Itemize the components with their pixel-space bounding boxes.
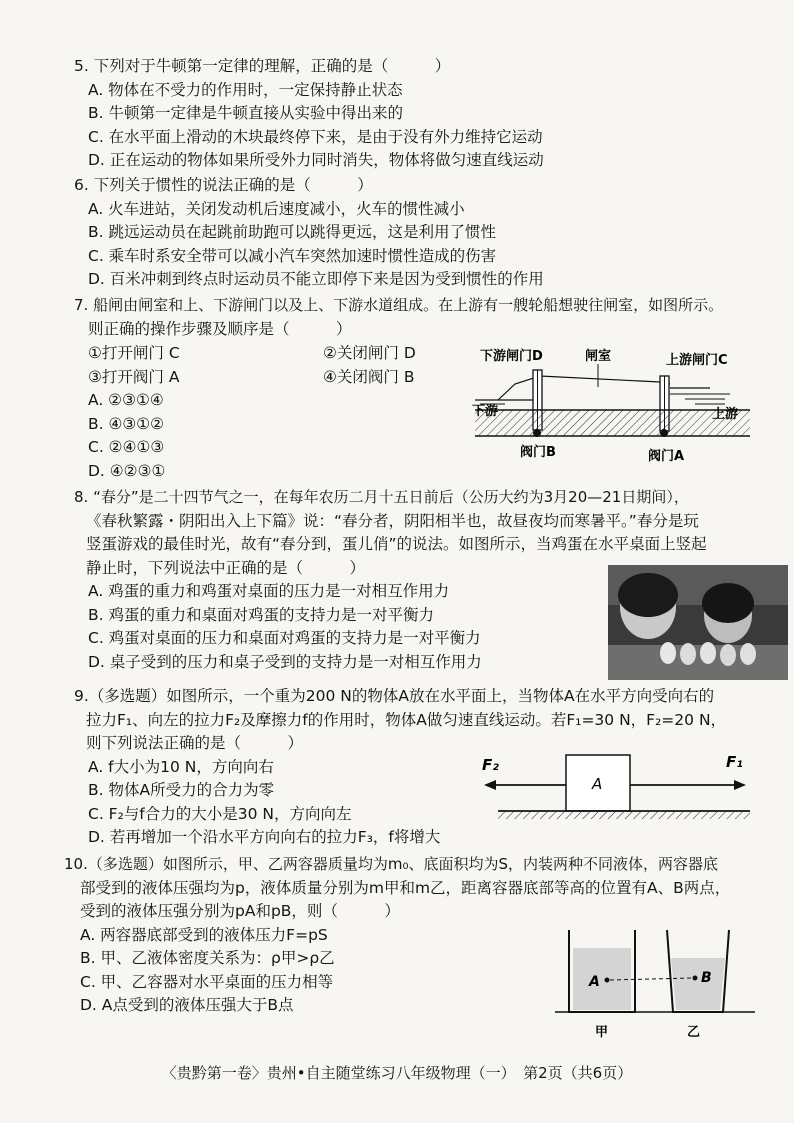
question-7-stem: 7. 船闸由闸室和上、下游闸门以及上、下游水道组成。在上游有一艘轮船想驶往闸室，如图所示。	[74, 296, 724, 314]
question-8-option-d: D. 桌子受到的压力和桌子受到的支持力是一对相互作用力	[88, 652, 482, 671]
question-6-option-b: B. 跳远运动员在起跳前助跑可以跳得更远，这是利用了惯性	[88, 223, 496, 241]
question-9-stem-1: 9.（多选题）如图所示，一个重为200 N的物体A放在水平面上，当物体A在水平方向受向右的	[74, 687, 715, 705]
label-valve-b: 阀门B	[520, 445, 556, 460]
point-b	[693, 976, 698, 981]
force-diagram	[478, 745, 758, 825]
question-5-option-b: B. 牛顿第一定律是牛顿直接从实验中得出来的	[88, 104, 403, 122]
question-9-option-d: D. 若再增加一个沿水平方向向右的拉力F₃，f将增大	[88, 828, 441, 846]
question-6-stem: 6. 下列关于惯性的说法正确的是（ ）	[74, 176, 373, 194]
question-6-option-a: A. 火车进站，关闭发动机后速度减小，火车的惯性减小	[88, 199, 465, 218]
label-downstream: 下游	[472, 404, 499, 419]
question-7-option-a: A. ②③①④	[88, 391, 164, 409]
question-5	[74, 55, 544, 173]
question-10-stem-1: 10.（多选题）如图所示，甲、乙两容器质量均为m₀、底面积均为S，内装两种不同液体，两容器底	[64, 855, 719, 873]
label-chamber: 闸室	[585, 349, 612, 364]
question-7-option-b: B. ④③①②	[88, 414, 165, 433]
block-a-label: A	[592, 775, 603, 793]
point-a	[605, 978, 610, 983]
question-8-stem-4: 静止时，下列说法中正确的是（ ）	[86, 558, 366, 577]
label-valve-a: 阀门A	[648, 449, 685, 464]
label-gate-c: 上游闸门C	[666, 353, 728, 368]
question-10-stem-2: 部受到的液体压强均为p，液体质量分别为m甲和m乙，距离容器底部等高的位置有A、B两点，	[80, 878, 731, 897]
valve-a	[660, 429, 668, 437]
step-3: ③打开阀门 A	[88, 367, 180, 386]
label-upstream: 上游	[712, 407, 739, 422]
question-9-option-c: C. F₂与f合力的大小是30 N，方向向左	[88, 804, 352, 823]
question-7-stem-cont: 则正确的操作步骤及顺序是（ ）	[88, 319, 352, 338]
page-footer: 〈贵黔第一卷〉贵州•自主随堂练习八年级物理（一） 第2页（共6页）	[161, 1064, 633, 1082]
question-8-option-a: A. 鸡蛋的重力和鸡蛋对桌面的压力是一对相互作用力	[88, 582, 450, 600]
label-f2: F₂	[482, 756, 499, 774]
question-6-option-d: D. 百米冲刺到终点时运动员不能立即停下来是因为受到惯性的作用	[88, 270, 544, 288]
question-7-option-c: C. ②④①③	[88, 438, 165, 456]
question-7-steps	[88, 342, 416, 483]
question-5-option-d: D. 正在运动的物体如果所受外力同时消失，物体将做匀速直线运动	[88, 151, 544, 169]
question-7	[74, 294, 723, 341]
question-9-option-a: A. f大小为10 N，方向向右	[88, 757, 274, 776]
question-10-option-c: C. 甲、乙容器对水平桌面的压力相等	[80, 972, 334, 991]
label-point-a: A	[589, 974, 600, 990]
question-8-option-b: B. 鸡蛋的重力和桌面对鸡蛋的支持力是一对平衡力	[88, 605, 434, 624]
valve-b	[533, 429, 541, 437]
label-jia: 甲	[595, 1025, 609, 1040]
question-10-option-a: A. 两容器底部受到的液体压力F=pS	[80, 925, 328, 944]
question-10-stem-3: 受到的液体压强分别为pA和pB，则（ ）	[80, 902, 400, 920]
containers-figure	[555, 920, 755, 1045]
label-point-b: B	[701, 970, 712, 986]
question-6-option-c: C. 乘车时系安全带可以减小汽车突然加速时惯性造成的伤害	[88, 246, 497, 265]
egg-photo	[608, 565, 788, 680]
label-f1: F₁	[726, 753, 743, 771]
label-gate-d: 下游闸门D	[480, 349, 543, 364]
step-4: ④关闭阀门 B	[323, 367, 415, 386]
ship-lock-figure	[470, 342, 770, 467]
label-yi: 乙	[687, 1025, 701, 1040]
question-9-option-b: B. 物体A所受力的合力为零	[88, 781, 275, 799]
question-5-option-c: C. 在水平面上滑动的木块最终停下来，是由于没有外力维持它运动	[88, 127, 543, 146]
question-8-option-c: C. 鸡蛋对桌面的压力和桌面对鸡蛋的支持力是一对平衡力	[88, 629, 481, 647]
question-7-option-d: D. ④②③①	[88, 461, 166, 480]
step-1: ①打开闸门 C	[88, 344, 180, 362]
question-8-stem-1: 8. “春分”是二十四节气之一，在每年农历二月十五日前后（公历大约为3月20—21日期间），	[74, 488, 689, 506]
question-5-stem: 5. 下列对于牛顿第一定律的理解，正确的是（ ）	[74, 57, 451, 75]
question-5-option-a: A. 物体在不受力的作用时，一定保持静止状态	[88, 80, 403, 99]
question-10-option-d: D. A点受到的液体压强大于B点	[80, 996, 294, 1014]
question-10-option-b: B. 甲、乙液体密度关系为：ρ甲>ρ乙	[80, 949, 335, 967]
question-9-stem-2: 拉力F₁、向左的拉力F₂及摩擦力f的作用时，物体A做匀速直线运动。若F₁=30 N，F₂=20 N，	[86, 710, 727, 729]
question-9-stem-3: 则下列说法正确的是（ ）	[86, 734, 304, 752]
step-2: ②关闭闸门 D	[323, 344, 416, 362]
question-6	[74, 174, 544, 292]
question-8-stem-2: 《春秋繁露・阴阳出入上下篇》说：“春分者，阴阳相半也，故昼夜均而寒暑平。”春分是玩	[86, 511, 699, 530]
question-8-stem-3: 竖蛋游戏的最佳时光，故有“春分到，蛋儿俏”的说法。如图所示，当鸡蛋在水平桌面上竖起	[86, 535, 707, 553]
